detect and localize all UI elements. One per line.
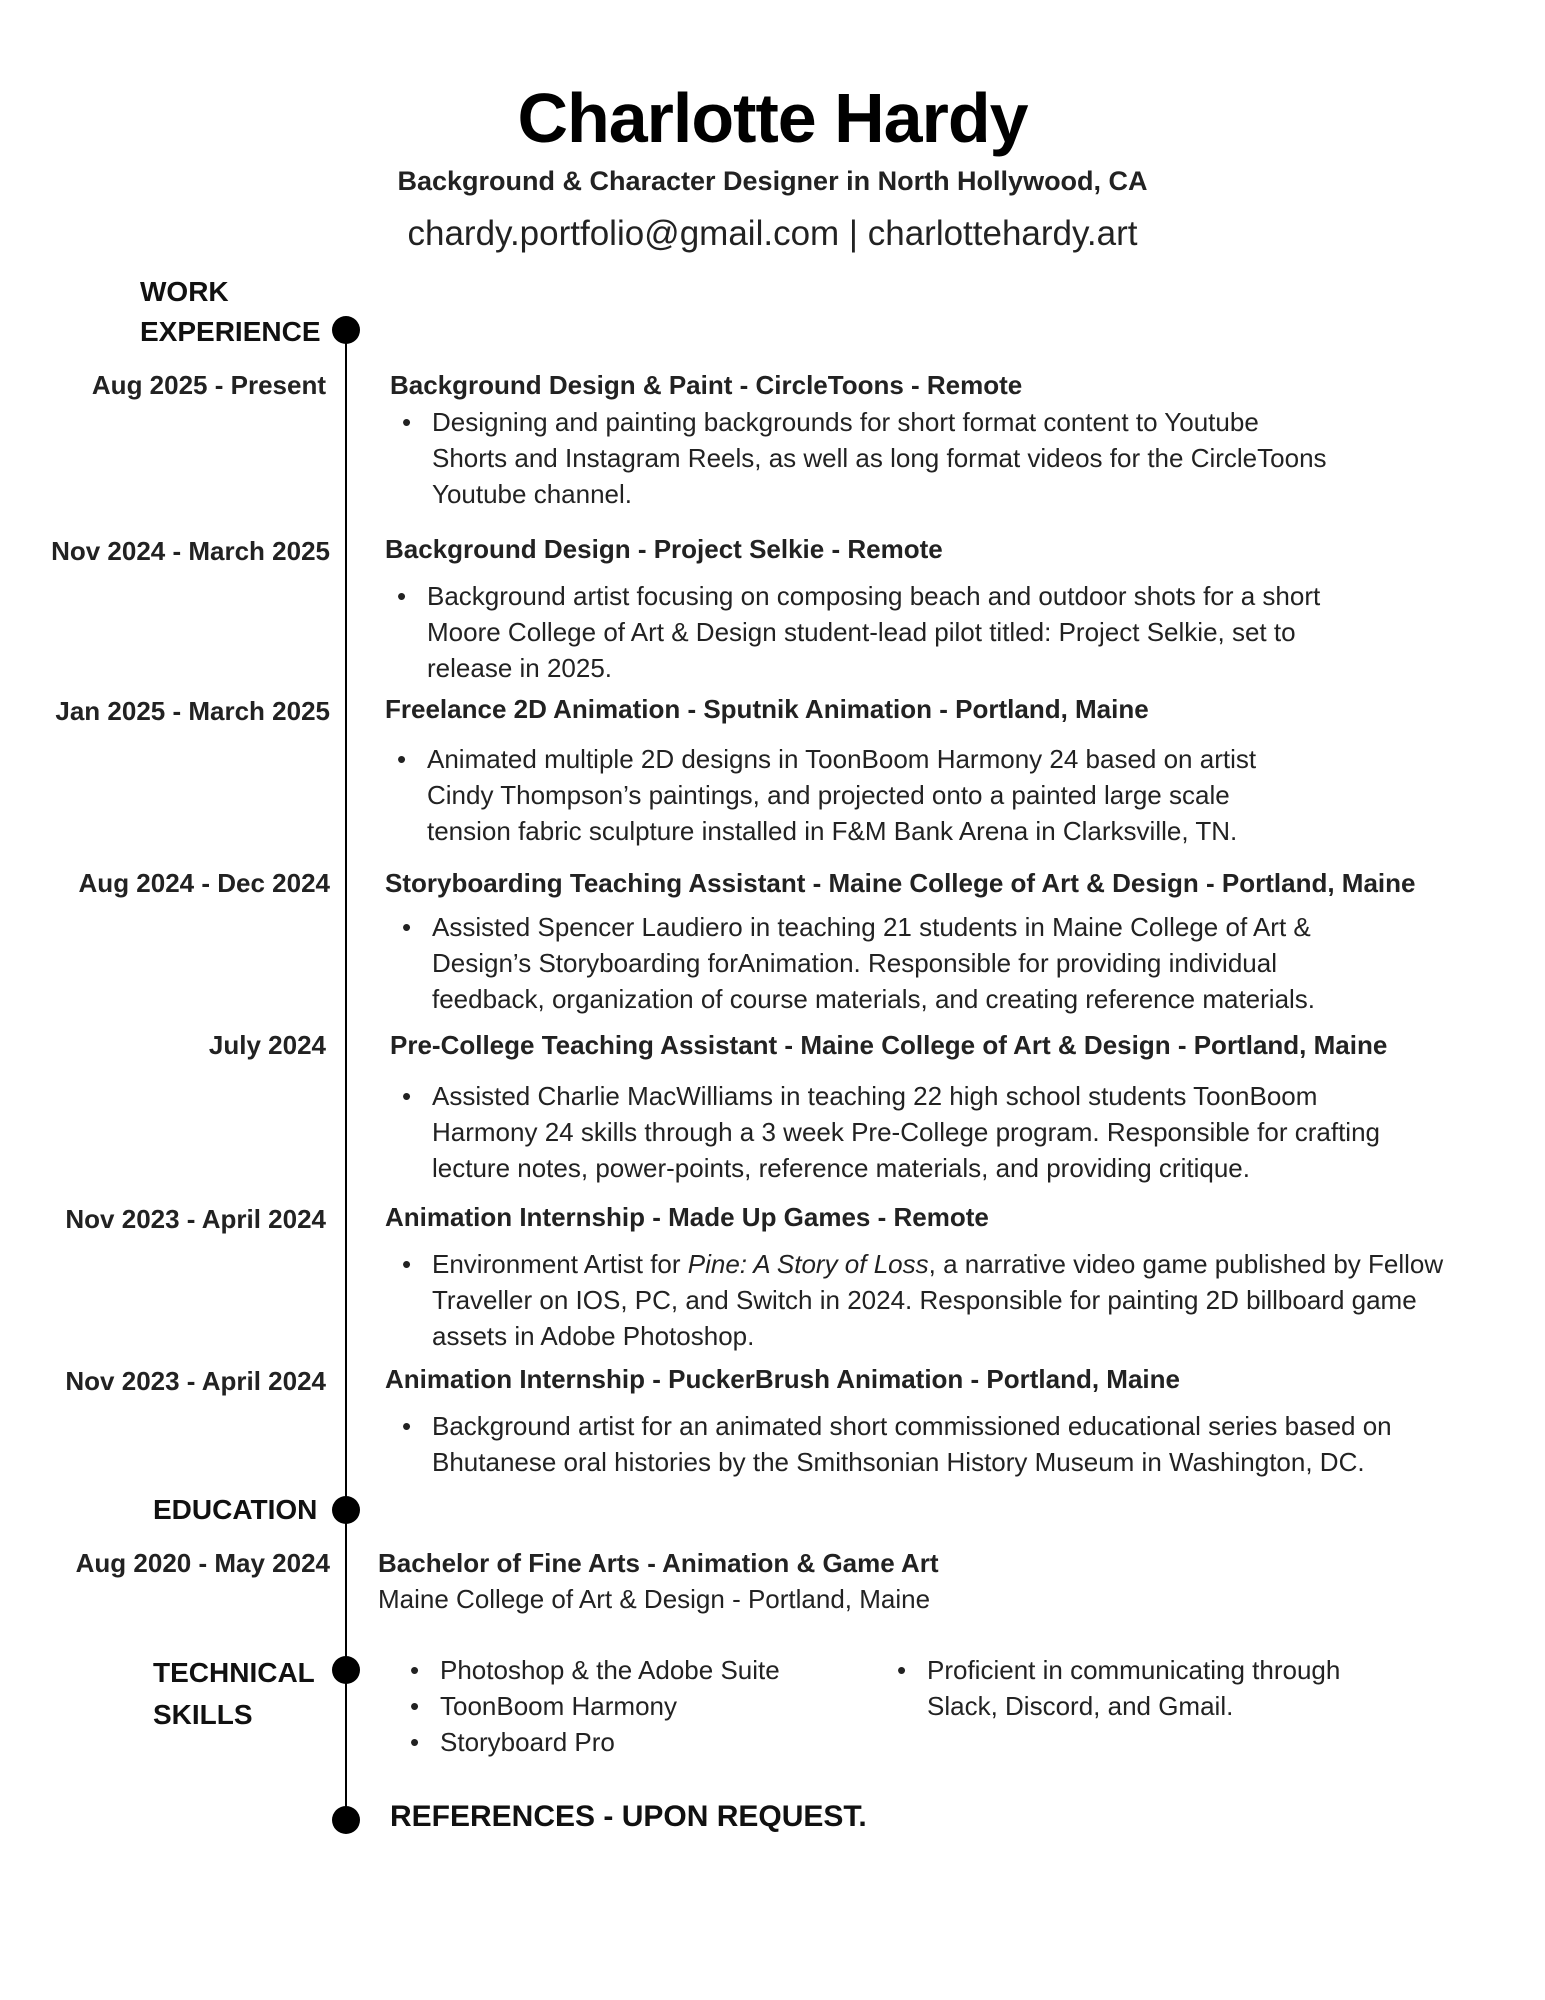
job-date: Nov 2023 - April 2024 [65,1366,326,1396]
job-date: Nov 2023 - April 2024 [65,1204,326,1234]
resume-name: Charlotte Hardy [517,79,1028,157]
section-title-skills [153,1652,315,1736]
education-date: Aug 2020 - May 2024 [75,1548,330,1578]
timeline-dot-skills [332,1656,360,1684]
job-date: Aug 2024 - Dec 2024 [78,868,330,898]
job-date: July 2024 [208,1030,326,1060]
skill-item: • Proficient in communicating through Slack, Discord, and Gmail. [885,1652,1345,1724]
section-title-skills-line2: SKILLS [153,1699,253,1730]
timeline-dot-education [332,1496,360,1524]
job-bullet: • Background artist focusing on composing beach and outdoor shots for a short Moore College of Art & Design student-lead pilot titled: Project Selkie, set to release in 2025. [385,578,1345,686]
job-date: Jan 2025 - March 2025 [55,696,330,726]
skills-column-1 [398,1652,878,1760]
section-title-skills-line1: TECHNICAL [153,1657,315,1688]
job-bullet-text: , a narrative video game published by Fellow Traveller on IOS, PC, and Switch in 2024. Responsible for painting 2D billboard game assets in Adobe Photoshop. [432,1249,1444,1351]
timeline-dot-work [332,316,360,344]
job-title: Animation Internship - Made Up Games - Remote [385,1202,989,1232]
timeline-dot-references [332,1806,360,1834]
job-date: Aug 2025 - Present [91,370,326,400]
references-note: REFERENCES - UPON REQUEST. [390,1800,867,1833]
job-bullet [390,1246,1450,1354]
job-title: Background Design & Paint - CircleToons - Remote [390,370,1023,400]
skill-item: • Storyboard Pro [398,1724,878,1760]
job-date: Nov 2024 - March 2025 [51,536,330,566]
job-bullet: • Assisted Spencer Laudiero in teaching 21 students in Maine College of Art & Design’s Storyboarding forAnimation. Responsible for providing individual feedback, organization of course materials, and creating reference materials. [390,909,1380,1017]
job-bullet: • Assisted Charlie MacWilliams in teaching 22 high school students ToonBoom Harmony 24 skills through a 3 week Pre-College program. Responsible for crafting lecture notes, power-points, reference materials, and providing critique. [390,1078,1430,1186]
job-title: Freelance 2D Animation - Sputnik Animation - Portland, Maine [385,694,1149,724]
job-title: Pre-College Teaching Assistant - Maine College of Art & Design - Portland, Maine [390,1030,1388,1060]
job-title: Storyboarding Teaching Assistant - Maine College of Art & Design - Portland, Maine [385,868,1416,898]
education-degree: Bachelor of Fine Arts - Animation & Game Art [378,1548,939,1578]
section-title-work [140,272,321,352]
skill-item: • ToonBoom Harmony [398,1688,878,1724]
section-title-work-line1: WORK [140,276,229,307]
job-bullet: • Background artist for an animated short commissioned educational series based on Bhutanese oral histories by the Smithsonian History Museum in Washington, DC. [390,1408,1450,1480]
skills-column-2 [885,1652,1345,1724]
job-bullet: • Designing and painting backgrounds for short format content to Youtube Shorts and Instagram Reels, as well as long format videos for the CircleToons Youtube channel. [390,404,1330,512]
section-title-work-line2: EXPERIENCE [140,316,321,347]
job-title: Background Design - Project Selkie - Remote [385,534,943,564]
job-bullet-text: Environment Artist for [432,1249,688,1279]
education-school: Maine College of Art & Design - Portland, Maine [378,1584,931,1614]
resume-subtitle: Background & Character Designer in North Hollywood, CA [397,166,1148,196]
job-title: Animation Internship - PuckerBrush Animation - Portland, Maine [385,1364,1180,1394]
skill-item: • Photoshop & the Adobe Suite [398,1652,878,1688]
section-title-education: EDUCATION [153,1494,318,1525]
job-bullet: • Animated multiple 2D designs in ToonBoom Harmony 24 based on artist Cindy Thompson’s paintings, and projected onto a painted large scale tension fabric sculpture installed in F&M Bank Arena in Clarksville, TN. [385,741,1305,849]
contact-line: chardy.portfolio@gmail.com | charlottehardy.art [407,214,1138,253]
game-title: Pine: A Story of Loss [687,1249,929,1279]
timeline-line [345,330,347,1820]
